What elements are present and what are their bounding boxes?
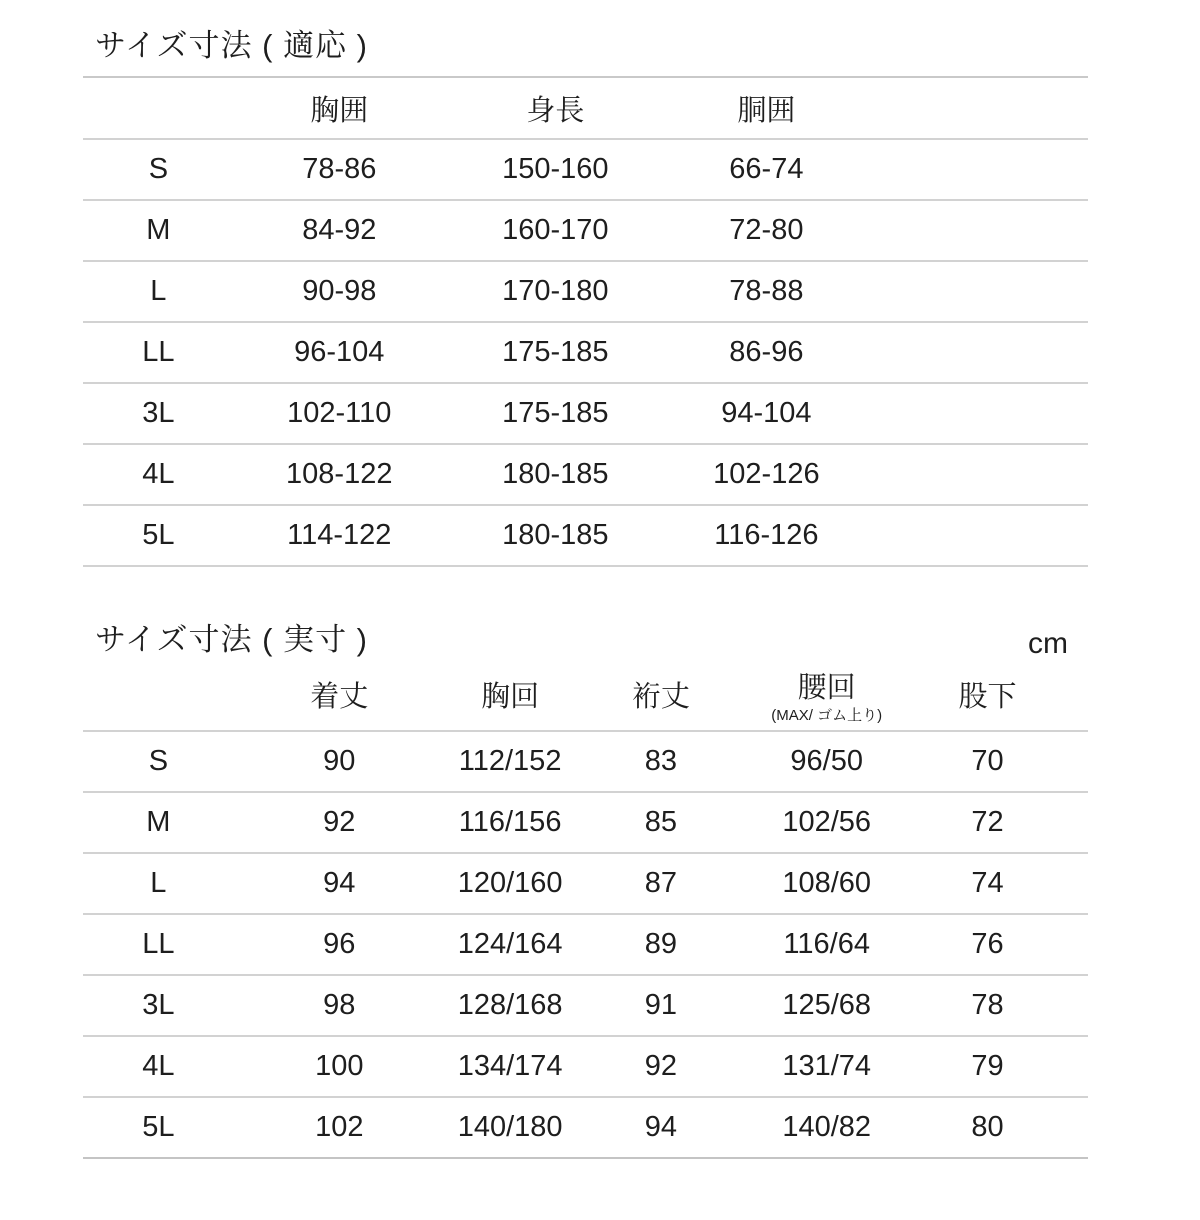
actual-header-inseam: 股下: [958, 681, 1017, 713]
filler-cell: [1068, 792, 1088, 853]
value-cell: 70: [971, 745, 1004, 777]
value-cell: 140/82: [782, 1111, 872, 1143]
size-label: S: [148, 745, 169, 777]
table-row: [83, 261, 1088, 322]
filler-cell: [1068, 1036, 1088, 1097]
value-cell: 140/180: [457, 1111, 563, 1143]
table-row: [83, 444, 1088, 505]
value-cell: 74: [971, 867, 1004, 899]
value-cell: 98: [323, 989, 356, 1021]
size-label: LL: [142, 336, 175, 368]
value-cell: 85: [644, 806, 677, 838]
fit-header-height: 身長: [526, 94, 585, 127]
size-label: 4L: [142, 1050, 175, 1082]
value-cell: 120/160: [457, 867, 563, 899]
value-cell: 116/64: [783, 928, 870, 960]
table-row: [83, 505, 1088, 566]
filler-cell: [1068, 1097, 1088, 1158]
actual-size-section: [83, 614, 1088, 1159]
fit-header-filler: [867, 77, 1088, 139]
value-cell: 150-160: [502, 153, 609, 185]
fit-size-section: [83, 20, 1088, 567]
value-cell: 170-180: [502, 275, 609, 307]
filler-cell: [1068, 731, 1088, 792]
actual-header-waist-label: 腰回: [797, 671, 856, 704]
value-cell: 108/60: [782, 867, 872, 899]
size-label: 5L: [142, 519, 175, 551]
table-row: [83, 792, 1088, 853]
value-cell: 128/168: [457, 989, 563, 1021]
value-cell: 90: [323, 745, 356, 777]
value-cell: 72-80: [729, 214, 804, 246]
size-label: M: [146, 806, 171, 838]
value-cell: 112/152: [458, 745, 562, 777]
value-cell: 96/50: [790, 745, 863, 777]
table-row: [83, 1036, 1088, 1097]
value-cell: 91: [644, 989, 677, 1021]
size-label: 4L: [142, 458, 175, 490]
size-label: 3L: [142, 397, 175, 429]
value-cell: 94: [644, 1111, 677, 1143]
size-label: L: [150, 275, 167, 307]
value-cell: 78-88: [729, 275, 804, 307]
table-row: [83, 853, 1088, 914]
value-cell: 108-122: [286, 458, 393, 490]
value-cell: 160-170: [502, 214, 609, 246]
value-cell: 87: [644, 867, 677, 899]
value-cell: 180-185: [502, 458, 609, 490]
value-cell: 175-185: [502, 336, 609, 368]
actual-header-row: [83, 659, 1088, 731]
value-cell: 94-104: [721, 397, 812, 429]
actual-header-empty: [83, 659, 234, 731]
actual-size-table: [83, 659, 1088, 1159]
value-cell: 125/68: [782, 989, 872, 1021]
table-row: [83, 383, 1088, 444]
value-cell: 78: [971, 989, 1004, 1021]
value-cell: 92: [644, 1050, 677, 1082]
value-cell: 102: [315, 1111, 364, 1143]
size-label: 3L: [142, 989, 175, 1021]
actual-size-title: サイズ寸法 ( 実寸 ): [95, 622, 369, 657]
table-row: [83, 731, 1088, 792]
value-cell: 84-92: [302, 214, 377, 246]
value-cell: 114-122: [287, 519, 392, 551]
value-cell: 79: [971, 1050, 1004, 1082]
actual-header-filler: [1068, 659, 1088, 731]
value-cell: 89: [644, 928, 677, 960]
filler-cell: [867, 322, 1088, 383]
value-cell: 102-110: [287, 397, 392, 429]
actual-size-header: [83, 614, 1088, 659]
size-label: L: [150, 867, 167, 899]
value-cell: 92: [323, 806, 356, 838]
value-cell: 124/164: [457, 928, 563, 960]
actual-table-body: [83, 731, 1088, 1158]
size-label: 5L: [142, 1111, 175, 1143]
value-cell: 175-185: [502, 397, 609, 429]
value-cell: 131/74: [782, 1050, 872, 1082]
actual-header-sleeve: 裄丈: [631, 681, 690, 713]
value-cell: 96: [323, 928, 356, 960]
value-cell: 100: [315, 1050, 364, 1082]
value-cell: 96-104: [294, 336, 385, 368]
actual-header-waist-note: (MAX/ ゴム上り): [771, 706, 883, 724]
filler-cell: [1068, 853, 1088, 914]
table-row: [83, 322, 1088, 383]
table-row: [83, 1097, 1088, 1158]
value-cell: 86-96: [729, 336, 804, 368]
size-label: LL: [142, 928, 175, 960]
value-cell: 80: [971, 1111, 1004, 1143]
size-label: S: [148, 153, 169, 185]
value-cell: 83: [644, 745, 677, 777]
filler-cell: [867, 383, 1088, 444]
fit-table-body: [83, 139, 1088, 566]
filler-cell: [1068, 975, 1088, 1036]
actual-header-length: 着丈: [310, 681, 369, 713]
value-cell: 90-98: [302, 275, 377, 307]
value-cell: 116-126: [714, 519, 819, 551]
value-cell: 134/174: [457, 1050, 563, 1082]
table-row: [83, 914, 1088, 975]
filler-cell: [867, 139, 1088, 200]
fit-size-title: サイズ寸法 ( 適応 ): [95, 28, 369, 63]
value-cell: 72: [971, 806, 1004, 838]
table-row: [83, 200, 1088, 261]
table-row: [83, 139, 1088, 200]
table-row: [83, 975, 1088, 1036]
value-cell: 78-86: [302, 153, 377, 185]
unit-label: cm: [1028, 627, 1068, 660]
fit-header-row: [83, 77, 1088, 139]
size-chart-page: [83, 20, 1088, 1159]
value-cell: 102-126: [713, 458, 820, 490]
value-cell: 66-74: [729, 153, 804, 185]
filler-cell: [1068, 914, 1088, 975]
value-cell: 102/56: [782, 806, 872, 838]
filler-cell: [867, 444, 1088, 505]
value-cell: 76: [971, 928, 1004, 960]
filler-cell: [867, 200, 1088, 261]
value-cell: 116/156: [458, 806, 562, 838]
actual-header-waist: [746, 659, 907, 731]
value-cell: 94: [323, 867, 356, 899]
value-cell: 180-185: [502, 519, 609, 551]
filler-cell: [867, 261, 1088, 322]
fit-header-chest: 胸囲: [310, 94, 369, 127]
fit-header-empty: [83, 77, 234, 139]
filler-cell: [867, 505, 1088, 566]
size-label: M: [146, 214, 171, 246]
fit-header-waist: 胴囲: [737, 94, 796, 127]
fit-size-table: [83, 76, 1088, 567]
actual-header-bust: 胸回: [481, 681, 540, 713]
